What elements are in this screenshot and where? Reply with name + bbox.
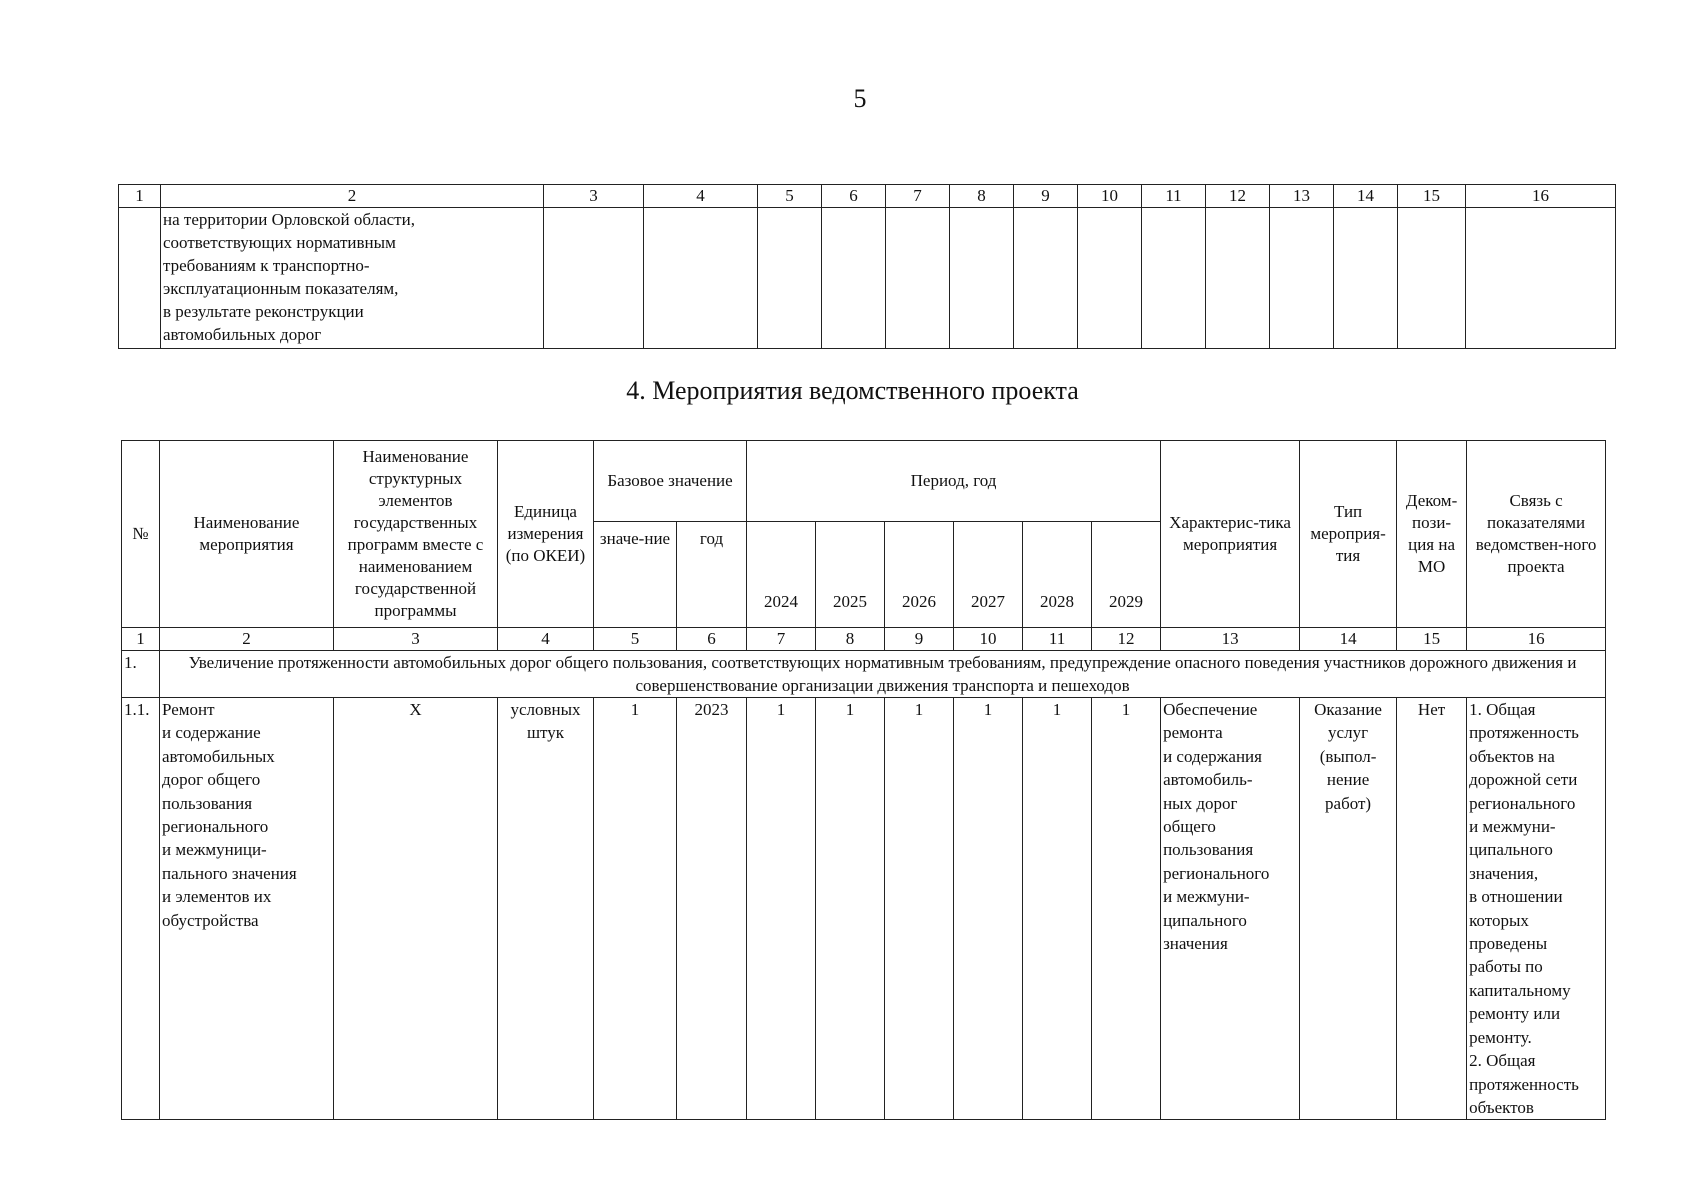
text-line: дорог общего: [162, 770, 261, 790]
text-line: (выпол-: [1319, 746, 1377, 766]
column-number: 8: [950, 185, 1014, 208]
header-unit: Единица измерения (по ОКЕИ): [498, 441, 594, 628]
column-number: 4: [498, 628, 594, 651]
row-no: 1.1.: [122, 698, 160, 1120]
text-line: значения,: [1469, 863, 1539, 883]
column-number: 5: [758, 185, 822, 208]
text-line: условных: [510, 700, 581, 719]
continuation-row: [119, 208, 1616, 349]
text-line: работ): [1325, 793, 1372, 813]
text-line: ремонту или: [1469, 1004, 1561, 1024]
text-line: нение: [1326, 770, 1370, 790]
text-line: и содержание: [162, 723, 261, 743]
header-characteristic: Характерис-тика мероприятия: [1161, 441, 1300, 628]
row-base-year: 2023: [677, 698, 747, 1120]
text-line: автомобильных дорог: [163, 325, 322, 344]
text-line: протяженность: [1469, 1074, 1579, 1094]
section-no: 1.: [122, 651, 160, 698]
text-line: ных дорог: [1163, 793, 1238, 813]
text-line: значения: [1163, 934, 1228, 954]
header-type: Тип мероприя-тия: [1300, 441, 1397, 628]
row-unit: [498, 698, 594, 1120]
column-number: 10: [954, 628, 1023, 651]
column-number: 6: [822, 185, 886, 208]
text-line: в отношении: [1469, 887, 1563, 907]
column-number: 14: [1300, 628, 1397, 651]
row-year-value: 1: [885, 698, 954, 1120]
header-period: Период, год: [747, 441, 1161, 522]
section-title: 4. Мероприятия ведомственного проекта: [626, 376, 1079, 405]
text-line: проведены: [1469, 934, 1548, 954]
text-line: работы по: [1469, 957, 1543, 977]
activities-table: [121, 440, 1606, 1120]
text-line: автомобиль-: [1163, 770, 1253, 790]
text-line: и межмуни-: [1163, 887, 1250, 907]
text-line: дорожной сети: [1469, 770, 1578, 790]
text-line: регионального: [1469, 793, 1576, 813]
header-name: Наименование мероприятия: [160, 441, 334, 628]
column-number: 15: [1398, 185, 1466, 208]
column-number: 2: [160, 628, 334, 651]
text-line: пользования: [162, 793, 253, 813]
column-number: 16: [1466, 185, 1616, 208]
row-year-value: 1: [747, 698, 816, 1120]
text-line: регионального: [162, 817, 269, 837]
text-line: Обеспечение: [1163, 700, 1258, 719]
text-line: соответствующих нормативным: [163, 233, 396, 252]
header-base-value-value: значе-ние: [594, 522, 677, 628]
text-line: на территории Орловской области,: [163, 210, 415, 229]
column-number: 3: [334, 628, 498, 651]
column-number: 9: [885, 628, 954, 651]
column-number: 15: [1397, 628, 1467, 651]
text-line: ремонту.: [1469, 1027, 1532, 1047]
column-number: 14: [1334, 185, 1398, 208]
text-line: эксплуатационным показателям,: [163, 279, 399, 298]
text-line: ремонта: [1163, 723, 1223, 743]
header-link: Связь с показателями ведомствен-ного проекта: [1467, 441, 1606, 628]
column-numbers-row: [122, 628, 1606, 651]
header-row: [122, 441, 1606, 522]
text-line: и межмуни-: [1469, 817, 1556, 837]
continuation-column-numbers-row: [119, 185, 1616, 208]
column-number: 11: [1142, 185, 1206, 208]
page-number: 5: [853, 84, 867, 113]
text-line: в результате реконструкции: [163, 302, 364, 321]
column-number: 8: [816, 628, 885, 651]
header-decomposition: Деком-пози-ция на МО: [1397, 441, 1467, 628]
text-line: пального значения: [162, 863, 297, 883]
header-year: 2024: [747, 522, 816, 628]
section-text: Увеличение протяженности автомобильных дорог общего пользования, соответствующих нормативным требованиям, предупреждение опасного поведения участников дорожного движения и совершенствование организации движения транспорта и пешеходов: [160, 651, 1606, 698]
column-number: 7: [886, 185, 950, 208]
column-number: 9: [1014, 185, 1078, 208]
column-number: 3: [544, 185, 644, 208]
row-type: [1300, 698, 1397, 1120]
column-number: 7: [747, 628, 816, 651]
header-base-value-year: год: [677, 522, 747, 628]
column-number: 2: [161, 185, 544, 208]
header-year: 2025: [816, 522, 885, 628]
text-line: пользования: [1163, 840, 1254, 860]
text-line: объектов: [1469, 1097, 1534, 1117]
text-line: Оказание: [1314, 700, 1382, 719]
column-number: 13: [1270, 185, 1334, 208]
column-number: 10: [1078, 185, 1142, 208]
column-number: 4: [644, 185, 758, 208]
header-year: 2028: [1023, 522, 1092, 628]
continuation-table: [118, 184, 1616, 349]
column-number: 16: [1467, 628, 1606, 651]
text-line: которых: [1469, 910, 1529, 930]
text-line: и содержания: [1163, 746, 1262, 766]
row-base-value: 1: [594, 698, 677, 1120]
row-year-value: 1: [1023, 698, 1092, 1120]
column-number: 1: [119, 185, 161, 208]
text-line: 2. Общая: [1469, 1051, 1536, 1071]
text-line: общего: [1163, 817, 1216, 837]
continuation-row-text: [161, 208, 544, 349]
column-number: 13: [1161, 628, 1300, 651]
text-line: капитальному: [1469, 980, 1571, 1000]
header-no: №: [122, 441, 160, 628]
row-link: [1467, 698, 1606, 1120]
row-year-value: 1: [954, 698, 1023, 1120]
section-row: [122, 651, 1606, 698]
text-line: автомобильных: [162, 746, 275, 766]
text-line: регионального: [1163, 863, 1270, 883]
row-year-value: 1: [1092, 698, 1161, 1120]
row-year-value: 1: [816, 698, 885, 1120]
header-structural-elements: Наименование структурных элементов государственных программ вместе с наименованием государственной программы: [334, 441, 498, 628]
text-line: объектов на: [1469, 746, 1555, 766]
column-number: 6: [677, 628, 747, 651]
text-line: ципального: [1469, 840, 1553, 860]
header-year: 2026: [885, 522, 954, 628]
text-line: требованиям к транспортно-: [163, 256, 370, 275]
column-number: 11: [1023, 628, 1092, 651]
text-line: штук: [526, 723, 565, 743]
text-line: ципального: [1163, 910, 1247, 930]
row-decomposition: Нет: [1397, 698, 1467, 1120]
table-row: [122, 698, 1606, 1120]
header-base-value: Базовое значение: [594, 441, 747, 522]
row-characteristic: [1161, 698, 1300, 1120]
column-number: 12: [1206, 185, 1270, 208]
row-structural: Х: [334, 698, 498, 1120]
header-year: 2027: [954, 522, 1023, 628]
text-line: протяженность: [1469, 723, 1579, 743]
header-year: 2029: [1092, 522, 1161, 628]
row-name: [160, 698, 334, 1120]
text-line: и элементов их: [162, 887, 272, 907]
column-number: 5: [594, 628, 677, 651]
text-line: обустройства: [162, 910, 259, 930]
column-number: 1: [122, 628, 160, 651]
text-line: Ремонт: [162, 700, 215, 719]
text-line: услуг: [1328, 723, 1369, 743]
text-line: и межмуници-: [162, 840, 267, 860]
column-number: 12: [1092, 628, 1161, 651]
text-line: 1. Общая: [1469, 700, 1536, 719]
